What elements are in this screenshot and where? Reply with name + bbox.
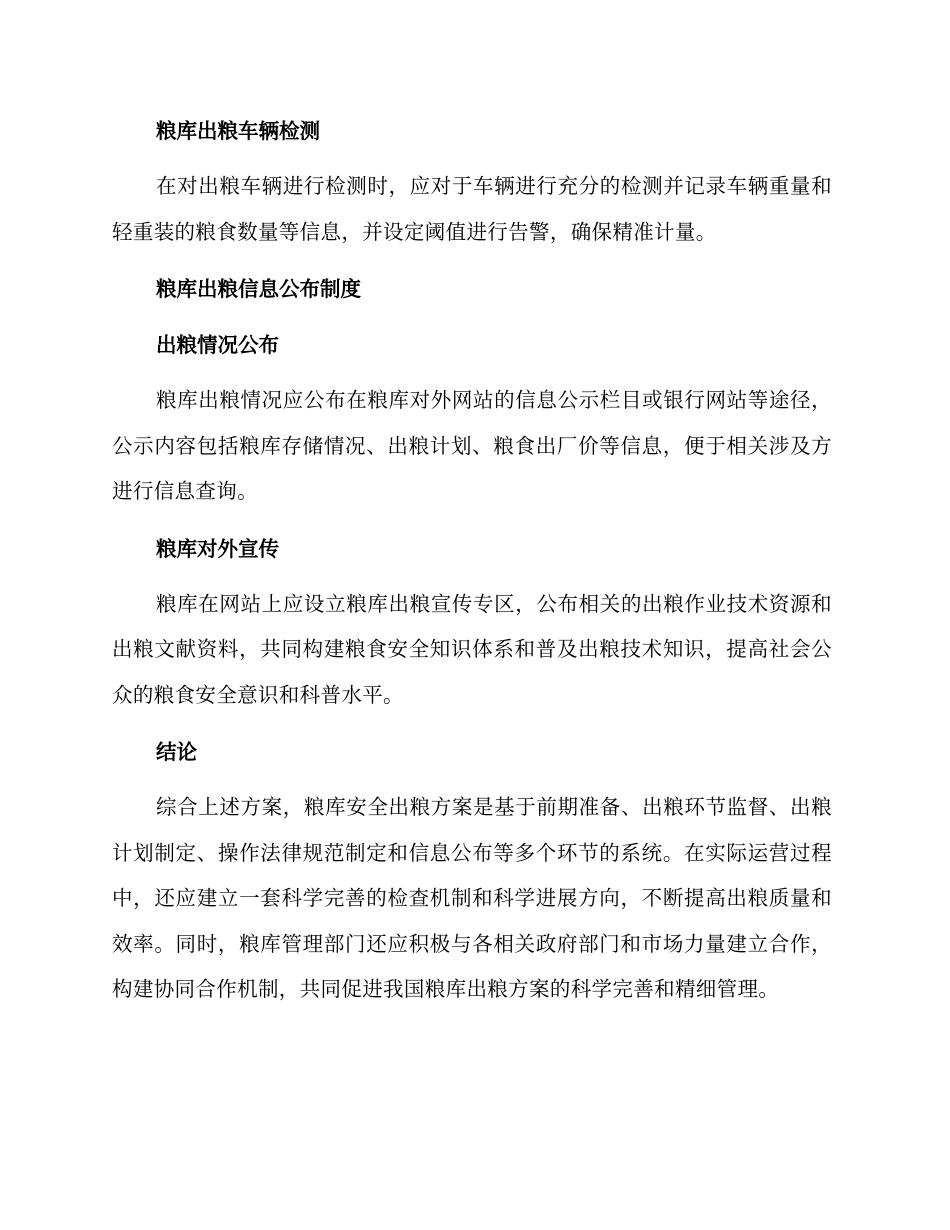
- section-heading-publicity: 粮库对外宣传: [156, 536, 279, 561]
- paragraph-vehicle-inspection: 在对出粮车辆进行检测时，应对于车辆进行充分的检测并记录车辆重量和轻重装的粮食数量等信息，并设定阈值进行告警，确保精准计量。: [112, 174, 832, 244]
- paragraph-outbound-status: 粮库出粮情况应公布在粮库对外网站的信息公示栏目或银行网站等途径，公示内容包括粮库存储情况、出粮计划、粮食出厂价等信息，便于相关涉及方进行信息查询。: [112, 388, 832, 503]
- paragraph-conclusion: 综合上述方案，粮库安全出粮方案是基于前期准备、出粮环节监督、出粮计划制定、操作法律规范制定和信息公布等多个环节的系统。在实际运营过程中，还应建立一套科学完善的检查机制和科学进展方向，不断提高出粮质量和效率。同时，粮库管理部门还应积极与各相关政府部门和市场力量建立合作，构建协同合作机制，共同促进我国粮库出粮方案的科学完善和精细管理。: [112, 795, 832, 1001]
- section-heading-outbound-status: 出粮情况公布: [156, 333, 279, 357]
- paragraph-publicity: 粮库在网站上应设立粮库出粮宣传专区，公布相关的出粮作业技术资源和出粮文献资料，共同构建粮食安全知识体系和普及出粮技术知识，提高社会公众的粮食安全意识和科普水平。: [112, 591, 832, 707]
- section-heading-info-disclosure: 粮库出粮信息公布制度: [156, 277, 361, 301]
- section-heading-conclusion: 结论: [156, 740, 197, 764]
- section-heading-vehicle-inspection: 粮库出粮车辆检测: [156, 119, 320, 143]
- document-page: [112, 108, 832, 1013]
